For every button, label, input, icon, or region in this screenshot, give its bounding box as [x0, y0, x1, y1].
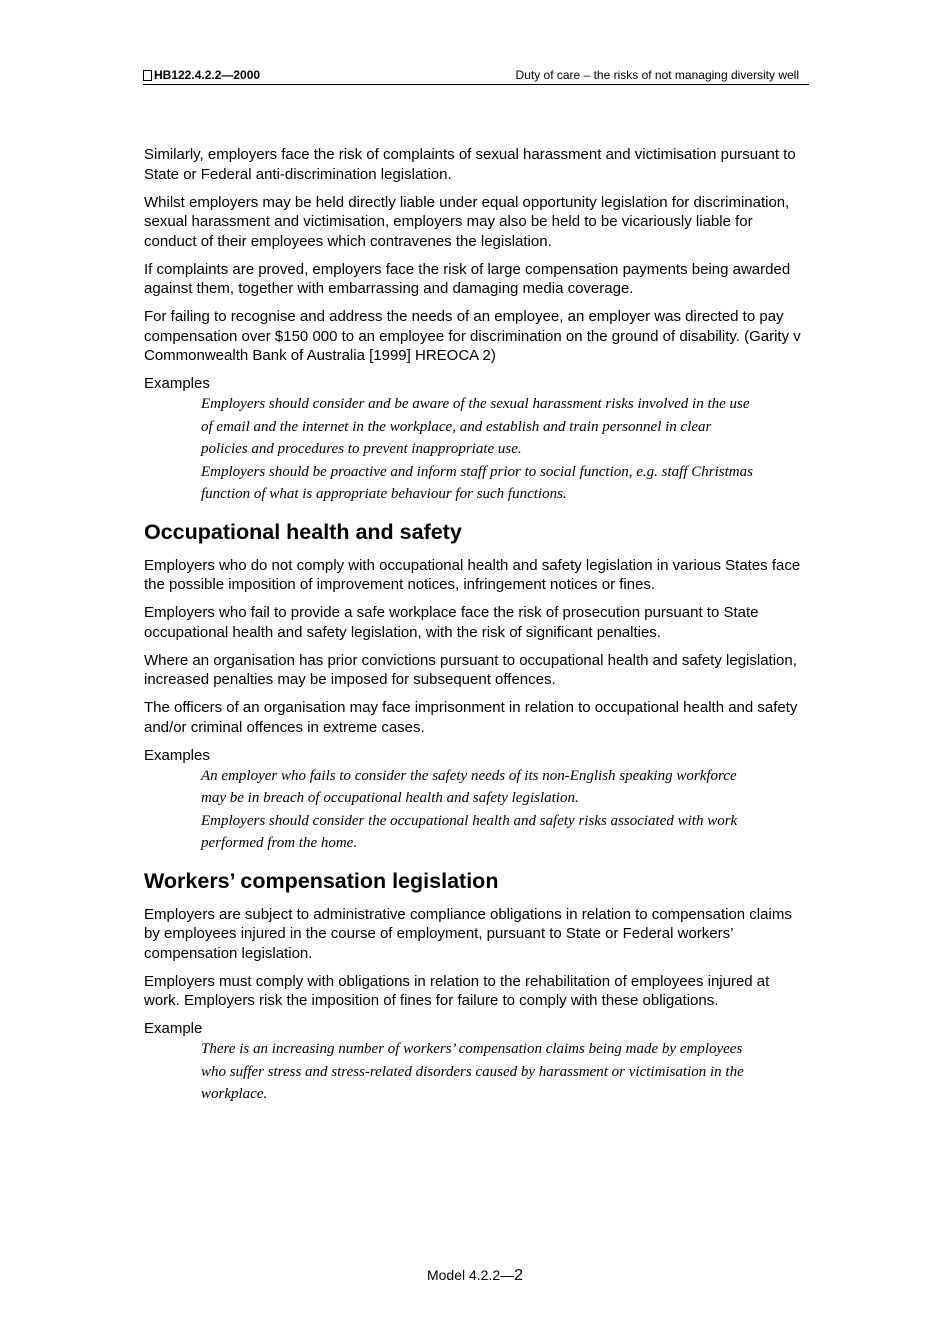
paragraph: The officers of an organisation may face imprisonment in relation to occupational health and safety and/or criminal offences in extreme cases.: [144, 699, 798, 736]
page-footer: [0, 1267, 950, 1285]
section-heading-ohs: Occupational health and safety: [144, 519, 462, 544]
page-body: [144, 145, 804, 1106]
footer-model: Model 4.2.2—: [426, 1267, 515, 1283]
section-heading-workers-compensation: Workers’ compensation legislation: [144, 868, 499, 893]
example-item: Employers should consider the occupational health and safety risks associated with work performed from the home.: [201, 812, 738, 851]
header-title: Duty of care – the risks of not managing diversity well: [515, 68, 799, 82]
paragraph: Similarly, employers face the risk of complaints of sexual harassment and victimisation pursuant to State or Federal anti-discrimination legislation.: [144, 146, 796, 183]
paragraph: If complaints are proved, employers face the risk of large compensation payments being awarded against them, together with embarrassing and damaging media coverage.: [144, 260, 791, 297]
paragraph: Whilst employers may be held directly liable under equal opportunity legislation for discrimination, sexual harassment and victimisation, employers may also be held to be vicariously liable for conduct of their employees which contravenes the legislation.: [144, 193, 790, 250]
paragraph: Employers who do not comply with occupational health and safety legislation in various States face the possible imposition of improvement notices, infringement notices or fines.: [144, 556, 801, 593]
example-item: Employers should be proactive and inform staff prior to social function, e.g. staff Christmas function of what is appropriate behaviour for such functions.: [201, 463, 753, 502]
example-item: There is an increasing number of workers’ compensation claims being made by employees who suffer stress and stress-related disorders caused by harassment or victimisation in the workplace.: [201, 1041, 744, 1102]
page-number: 2: [514, 1267, 524, 1284]
paragraph: Where an organisation has prior convictions pursuant to occupational health and safety legislation, increased penalties may be imposed for subsequent offences.: [144, 651, 797, 688]
checkbox-glyph-icon: [143, 70, 152, 81]
examples-block: [201, 1038, 761, 1106]
paragraph: Employers must comply with obligations in relation to the rehabilitation of employees injured at work. Employers risk the imposition of fines for failure to comply with these obligations.: [144, 972, 770, 1009]
page-header: [143, 66, 809, 85]
example-item: An employer who fails to consider the safety needs of its non-English speaking workforce may be in breach of occupational health and safety legislation.: [201, 767, 737, 806]
examples-block: [201, 393, 761, 506]
examples-block: [201, 765, 761, 855]
header-code: [143, 68, 260, 82]
example-item: Employers should consider and be aware of the sexual harassment risks involved in the use of email and the internet in the workplace, and establish and train personnel in clear policies and procedures to prevent inappropriate use.: [201, 396, 750, 457]
paragraph: For failing to recognise and address the needs of an employee, an employer was directed to pay compensation over $150 000 to an employee for discrimination on the ground of disability. (Garity v Commonwealth Bank of Australia [1999] HREOCA 2): [144, 308, 801, 364]
examples-label: Examples: [144, 746, 210, 764]
examples-label: Examples: [144, 375, 210, 392]
paragraph: Employers who fail to provide a safe workplace face the risk of prosecution pursuant to State occupational health and safety legislation, with the risk of significant penalties.: [144, 604, 759, 641]
header-code-text: HB122.4.2.2—2000: [154, 68, 261, 82]
example-label: Example: [144, 1020, 203, 1037]
paragraph: Employers are subject to administrative compliance obligations in relation to compensation claims by employees injured in the course of employment, pursuant to State or Federal workers’ compensation legislation.: [144, 905, 792, 962]
